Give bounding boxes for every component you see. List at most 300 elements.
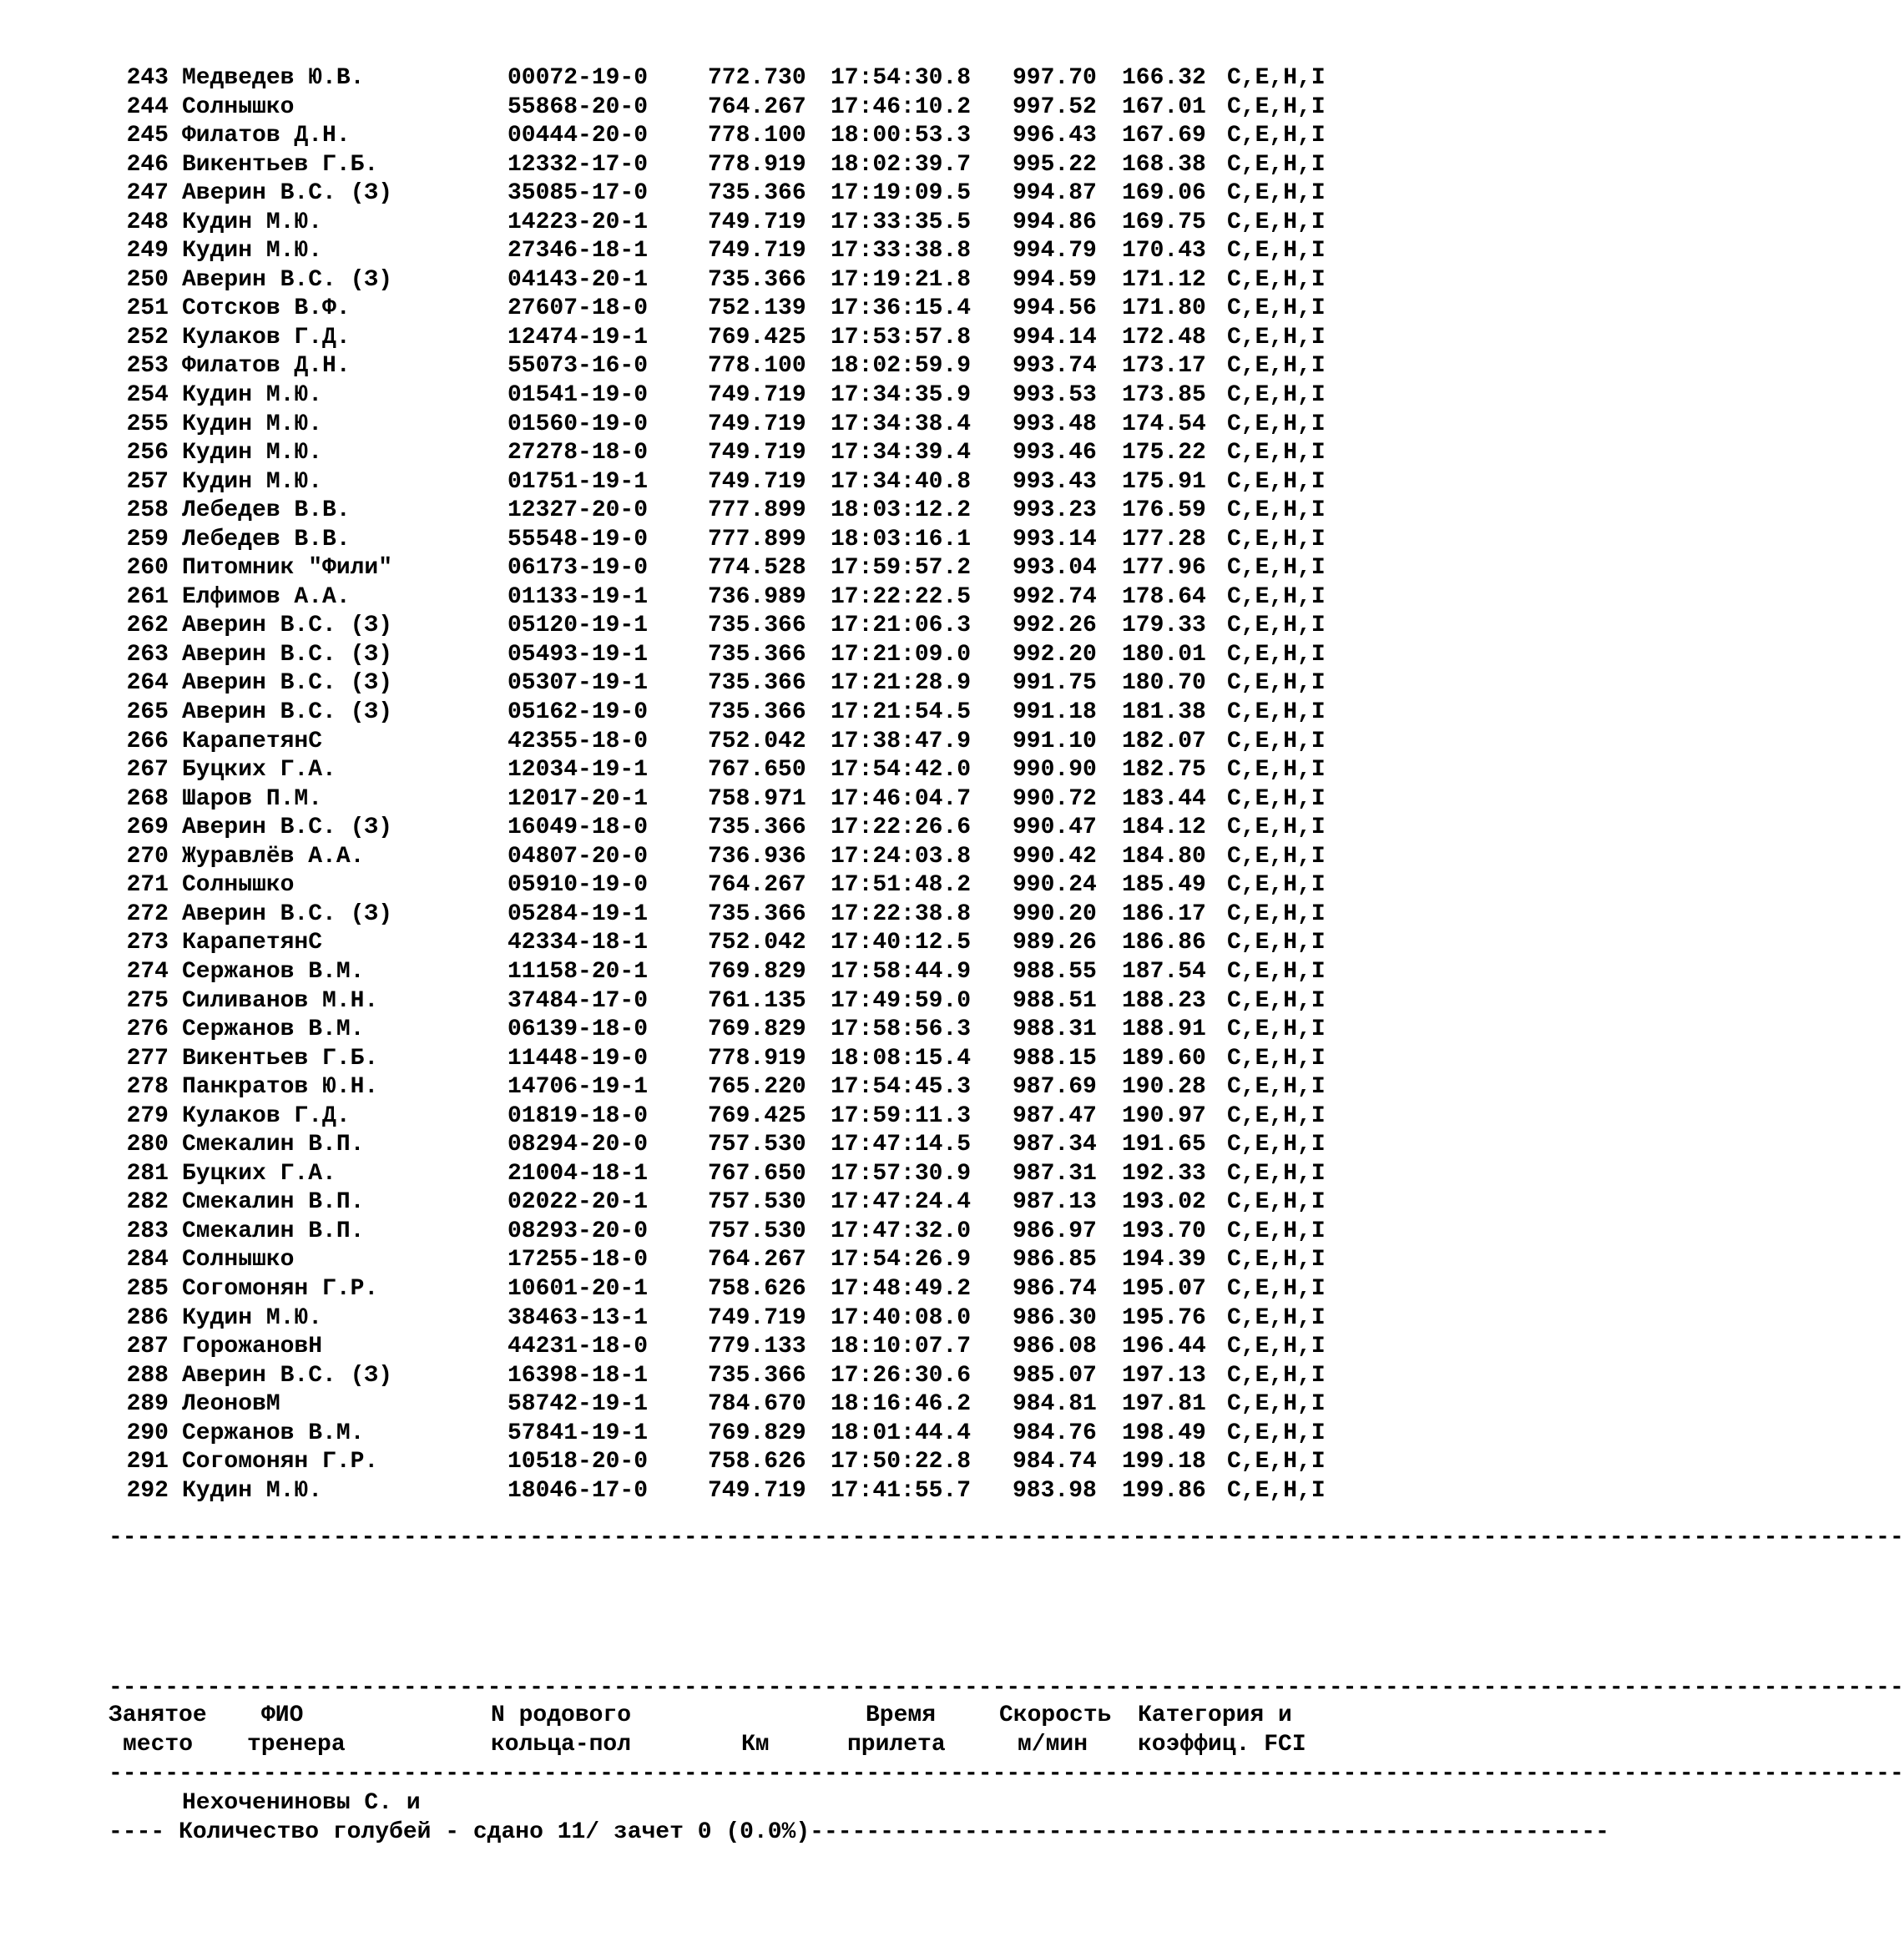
- cell-name: Викентьев Г.Б.: [182, 151, 379, 178]
- cell-name: Питомник "Фили": [182, 555, 393, 582]
- cell-km: 749.719: [708, 440, 806, 467]
- cell-coef: 177.96: [1122, 555, 1206, 582]
- header-ring-line1: N родового: [491, 1702, 632, 1728]
- cell-coef: 188.23: [1122, 987, 1206, 1014]
- cell-cat: C,E,H,I: [1227, 526, 1326, 552]
- header-time-line2: прилета: [847, 1732, 946, 1758]
- cell-name: Кудин М.Ю.: [182, 468, 323, 495]
- cell-ring: 10601-20-1: [508, 1275, 649, 1302]
- cell-km: 749.719: [708, 1304, 806, 1331]
- cell-speed: 994.79: [1013, 238, 1097, 265]
- cell-place: 280: [126, 1132, 169, 1158]
- cell-coef: 197.81: [1122, 1391, 1206, 1418]
- cell-coef: 197.13: [1122, 1362, 1206, 1389]
- cell-name: Смекалин В.П.: [182, 1189, 365, 1216]
- cell-coef: 175.91: [1122, 468, 1206, 495]
- cell-cat: C,E,H,I: [1227, 1275, 1326, 1302]
- cell-name: Солнышко: [182, 93, 295, 120]
- cell-coef: 172.48: [1122, 324, 1206, 351]
- cell-cat: C,E,H,I: [1227, 382, 1326, 409]
- cell-cat: C,E,H,I: [1227, 1247, 1326, 1274]
- cell-speed: 991.75: [1013, 670, 1097, 697]
- cell-time: 17:21:09.0: [831, 641, 972, 668]
- cell-time: 17:47:24.4: [831, 1189, 972, 1216]
- cell-speed: 983.98: [1013, 1477, 1097, 1504]
- cell-place: 263: [126, 641, 169, 668]
- cell-ring: 12474-19-1: [508, 324, 649, 351]
- cell-speed: 987.34: [1013, 1132, 1097, 1158]
- cell-name: Аверин В.С. (З): [182, 815, 393, 841]
- cell-ring: 14706-19-1: [508, 1074, 649, 1101]
- cell-cat: C,E,H,I: [1227, 353, 1326, 380]
- cell-place: 281: [126, 1160, 169, 1187]
- cell-cat: C,E,H,I: [1227, 930, 1326, 956]
- cell-name: КарапетянС: [182, 930, 323, 956]
- cell-ring: 00444-20-0: [508, 123, 649, 149]
- cell-ring: 27278-18-0: [508, 440, 649, 467]
- cell-place: 251: [126, 295, 169, 322]
- cell-km: 749.719: [708, 382, 806, 409]
- cell-speed: 986.74: [1013, 1275, 1097, 1302]
- cell-cat: C,E,H,I: [1227, 583, 1326, 610]
- cell-place: 266: [126, 728, 169, 754]
- cell-ring: 05120-19-1: [508, 613, 649, 639]
- cell-time: 17:33:38.8: [831, 238, 972, 265]
- cell-coef: 169.06: [1122, 180, 1206, 207]
- cell-place: 257: [126, 468, 169, 495]
- cell-time: 17:54:45.3: [831, 1074, 972, 1101]
- cell-km: 769.425: [708, 1102, 806, 1129]
- cell-time: 17:54:26.9: [831, 1247, 972, 1274]
- cell-cat: C,E,H,I: [1227, 65, 1326, 91]
- cell-coef: 196.44: [1122, 1334, 1206, 1360]
- cell-ring: 27346-18-1: [508, 238, 649, 265]
- cell-km: 757.530: [708, 1218, 806, 1244]
- cell-name: ЛеоновМ: [182, 1391, 280, 1418]
- cell-name: Солнышко: [182, 1247, 295, 1274]
- cell-km: 765.220: [708, 1074, 806, 1101]
- cell-cat: C,E,H,I: [1227, 151, 1326, 178]
- cell-km: 784.670: [708, 1391, 806, 1418]
- cell-name: Кудин М.Ю.: [182, 440, 323, 467]
- cell-place: 265: [126, 699, 169, 726]
- cell-cat: C,E,H,I: [1227, 1218, 1326, 1244]
- header-name-line2: тренера: [247, 1732, 346, 1758]
- cell-speed: 987.47: [1013, 1102, 1097, 1129]
- cell-place: 275: [126, 987, 169, 1014]
- cell-time: 17:54:42.0: [831, 757, 972, 784]
- cell-ring: 04807-20-0: [508, 843, 649, 870]
- cell-km: 758.626: [708, 1275, 806, 1302]
- cell-km: 779.133: [708, 1334, 806, 1360]
- cell-time: 17:49:59.0: [831, 987, 972, 1014]
- cell-time: 18:03:16.1: [831, 526, 972, 552]
- cell-km: 767.650: [708, 1160, 806, 1187]
- cell-cat: C,E,H,I: [1227, 209, 1326, 235]
- cell-ring: 42334-18-1: [508, 930, 649, 956]
- cell-speed: 990.90: [1013, 757, 1097, 784]
- cell-coef: 176.59: [1122, 497, 1206, 524]
- cell-ring: 21004-18-1: [508, 1160, 649, 1187]
- cell-time: 17:41:55.7: [831, 1477, 972, 1504]
- cell-speed: 994.14: [1013, 324, 1097, 351]
- cell-cat: C,E,H,I: [1227, 1362, 1326, 1389]
- cell-coef: 175.22: [1122, 440, 1206, 467]
- cell-place: 260: [126, 555, 169, 582]
- cell-speed: 992.26: [1013, 613, 1097, 639]
- cell-time: 17:58:56.3: [831, 1016, 972, 1043]
- cell-time: 17:57:30.9: [831, 1160, 972, 1187]
- cell-speed: 992.74: [1013, 583, 1097, 610]
- cell-name: Кулаков Г.Д.: [182, 324, 351, 351]
- cell-cat: C,E,H,I: [1227, 295, 1326, 322]
- cell-speed: 993.48: [1013, 411, 1097, 437]
- cell-km: 735.366: [708, 613, 806, 639]
- cell-speed: 993.74: [1013, 353, 1097, 380]
- cell-cat: C,E,H,I: [1227, 468, 1326, 495]
- cell-ring: 12327-20-0: [508, 497, 649, 524]
- cell-speed: 990.47: [1013, 815, 1097, 841]
- cell-name: Аверин В.С. (З): [182, 613, 393, 639]
- cell-cat: C,E,H,I: [1227, 1334, 1326, 1360]
- cell-name: Шаров П.М.: [182, 785, 323, 812]
- cell-km: 778.100: [708, 353, 806, 380]
- cell-time: 17:46:10.2: [831, 93, 972, 120]
- team-summary-line: ---- Количество голубей - сдано 11/ зачет 0 (0.0%)---------------------------------------------------------: [109, 1819, 1609, 1845]
- cell-cat: C,E,H,I: [1227, 958, 1326, 985]
- cell-km: 735.366: [708, 1362, 806, 1389]
- cell-name: Буцких Г.А.: [182, 757, 336, 784]
- cell-cat: C,E,H,I: [1227, 1132, 1326, 1158]
- cell-ring: 01133-19-1: [508, 583, 649, 610]
- cell-speed: 993.46: [1013, 440, 1097, 467]
- cell-cat: C,E,H,I: [1227, 728, 1326, 754]
- cell-time: 18:02:39.7: [831, 151, 972, 178]
- cell-speed: 990.42: [1013, 843, 1097, 870]
- cell-place: 252: [126, 324, 169, 351]
- cell-name: Кудин М.Ю.: [182, 1477, 323, 1504]
- cell-ring: 08293-20-0: [508, 1218, 649, 1244]
- cell-coef: 185.49: [1122, 872, 1206, 899]
- cell-ring: 16398-18-1: [508, 1362, 649, 1389]
- cell-cat: C,E,H,I: [1227, 555, 1326, 582]
- cell-coef: 182.75: [1122, 757, 1206, 784]
- cell-place: 277: [126, 1045, 169, 1072]
- cell-speed: 993.43: [1013, 468, 1097, 495]
- cell-place: 245: [126, 123, 169, 149]
- cell-cat: C,E,H,I: [1227, 641, 1326, 668]
- cell-coef: 169.75: [1122, 209, 1206, 235]
- cell-speed: 985.07: [1013, 1362, 1097, 1389]
- cell-place: 254: [126, 382, 169, 409]
- cell-coef: 199.18: [1122, 1449, 1206, 1475]
- cell-ring: 01560-19-0: [508, 411, 649, 437]
- cell-speed: 990.24: [1013, 872, 1097, 899]
- cell-name: Сержанов В.М.: [182, 1016, 365, 1043]
- cell-speed: 992.20: [1013, 641, 1097, 668]
- cell-ring: 12332-17-0: [508, 151, 649, 178]
- cell-name: Кудин М.Ю.: [182, 382, 323, 409]
- cell-coef: 173.17: [1122, 353, 1206, 380]
- cell-speed: 990.20: [1013, 900, 1097, 927]
- cell-place: 249: [126, 238, 169, 265]
- cell-ring: 01541-19-0: [508, 382, 649, 409]
- cell-ring: 44231-18-0: [508, 1334, 649, 1360]
- cell-km: 778.919: [708, 1045, 806, 1072]
- cell-cat: C,E,H,I: [1227, 699, 1326, 726]
- cell-place: 268: [126, 785, 169, 812]
- cell-coef: 180.01: [1122, 641, 1206, 668]
- cell-name: Елфимов А.А.: [182, 583, 351, 610]
- cell-km: 752.042: [708, 930, 806, 956]
- cell-km: 769.829: [708, 1420, 806, 1446]
- cell-km: 749.719: [708, 209, 806, 235]
- cell-speed: 987.31: [1013, 1160, 1097, 1187]
- cell-name: Сержанов В.М.: [182, 958, 365, 985]
- cell-ring: 16049-18-0: [508, 815, 649, 841]
- cell-speed: 994.86: [1013, 209, 1097, 235]
- cell-cat: C,E,H,I: [1227, 757, 1326, 784]
- cell-place: 286: [126, 1304, 169, 1331]
- table-bottom-rule: --------------------------------------------------------------------------------------------------------------------------------: [109, 1525, 1904, 1551]
- cell-coef: 174.54: [1122, 411, 1206, 437]
- cell-speed: 996.43: [1013, 123, 1097, 149]
- cell-cat: C,E,H,I: [1227, 1102, 1326, 1129]
- cell-ring: 18046-17-0: [508, 1477, 649, 1504]
- cell-speed: 995.22: [1013, 151, 1097, 178]
- cell-km: 778.100: [708, 123, 806, 149]
- cell-km: 774.528: [708, 555, 806, 582]
- header-name-line1: ФИО: [261, 1702, 304, 1728]
- cell-cat: C,E,H,I: [1227, 1391, 1326, 1418]
- header-speed-line2: м/мин: [1018, 1732, 1088, 1758]
- cell-coef: 195.07: [1122, 1275, 1206, 1302]
- cell-km: 735.366: [708, 670, 806, 697]
- cell-cat: C,E,H,I: [1227, 872, 1326, 899]
- cell-name: Аверин В.С. (З): [182, 699, 393, 726]
- header-bottom-rule: --------------------------------------------------------------------------------------------------------------------------------: [109, 1761, 1904, 1787]
- cell-ring: 17255-18-0: [508, 1247, 649, 1274]
- next-team-name: Нехочениновы С. и: [182, 1790, 421, 1816]
- cell-coef: 173.85: [1122, 382, 1206, 409]
- cell-name: Смекалин В.П.: [182, 1132, 365, 1158]
- cell-place: 258: [126, 497, 169, 524]
- cell-place: 283: [126, 1218, 169, 1244]
- cell-time: 17:33:35.5: [831, 209, 972, 235]
- cell-name: Медведев Ю.В.: [182, 65, 365, 91]
- cell-km: 749.719: [708, 411, 806, 437]
- cell-coef: 194.39: [1122, 1247, 1206, 1274]
- cell-time: 17:21:06.3: [831, 613, 972, 639]
- cell-time: 17:58:44.9: [831, 958, 972, 985]
- cell-cat: C,E,H,I: [1227, 843, 1326, 870]
- cell-coef: 171.80: [1122, 295, 1206, 322]
- cell-coef: 190.97: [1122, 1102, 1206, 1129]
- cell-speed: 986.97: [1013, 1218, 1097, 1244]
- cell-ring: 42355-18-0: [508, 728, 649, 754]
- cell-time: 17:34:40.8: [831, 468, 972, 495]
- cell-cat: C,E,H,I: [1227, 670, 1326, 697]
- cell-place: 279: [126, 1102, 169, 1129]
- cell-time: 17:34:35.9: [831, 382, 972, 409]
- cell-cat: C,E,H,I: [1227, 1477, 1326, 1504]
- cell-coef: 168.38: [1122, 151, 1206, 178]
- cell-ring: 12034-19-1: [508, 757, 649, 784]
- cell-place: 284: [126, 1247, 169, 1274]
- cell-name: Сержанов В.М.: [182, 1420, 365, 1446]
- cell-name: Кудин М.Ю.: [182, 238, 323, 265]
- cell-ring: 08294-20-0: [508, 1132, 649, 1158]
- header-km: Км: [741, 1732, 770, 1758]
- cell-place: 259: [126, 526, 169, 552]
- cell-ring: 06139-18-0: [508, 1016, 649, 1043]
- cell-name: Викентьев Г.Б.: [182, 1045, 379, 1072]
- cell-cat: C,E,H,I: [1227, 900, 1326, 927]
- cell-cat: C,E,H,I: [1227, 613, 1326, 639]
- cell-name: Журавлёв А.А.: [182, 843, 365, 870]
- cell-name: Буцких Г.А.: [182, 1160, 336, 1187]
- cell-coef: 193.70: [1122, 1218, 1206, 1244]
- cell-coef: 182.07: [1122, 728, 1206, 754]
- cell-coef: 198.49: [1122, 1420, 1206, 1446]
- cell-place: 276: [126, 1016, 169, 1043]
- cell-coef: 184.12: [1122, 815, 1206, 841]
- cell-km: 778.919: [708, 151, 806, 178]
- cell-time: 17:22:26.6: [831, 815, 972, 841]
- cell-time: 17:22:38.8: [831, 900, 972, 927]
- cell-place: 272: [126, 900, 169, 927]
- cell-speed: 986.08: [1013, 1334, 1097, 1360]
- cell-speed: 984.74: [1013, 1449, 1097, 1475]
- cell-time: 18:01:44.4: [831, 1420, 972, 1446]
- cell-ring: 06173-19-0: [508, 555, 649, 582]
- header-category-line1: Категория и: [1138, 1702, 1292, 1728]
- cell-place: 267: [126, 757, 169, 784]
- cell-speed: 989.26: [1013, 930, 1097, 956]
- cell-ring: 05493-19-1: [508, 641, 649, 668]
- cell-time: 18:08:15.4: [831, 1045, 972, 1072]
- cell-km: 735.366: [708, 900, 806, 927]
- cell-coef: 183.44: [1122, 785, 1206, 812]
- cell-coef: 186.86: [1122, 930, 1206, 956]
- cell-time: 17:47:14.5: [831, 1132, 972, 1158]
- cell-coef: 199.86: [1122, 1477, 1206, 1504]
- cell-ring: 58742-19-1: [508, 1391, 649, 1418]
- cell-cat: C,E,H,I: [1227, 1420, 1326, 1446]
- cell-name: Аверин В.С. (З): [182, 641, 393, 668]
- cell-km: 764.267: [708, 1247, 806, 1274]
- cell-time: 17:36:15.4: [831, 295, 972, 322]
- cell-speed: 988.55: [1013, 958, 1097, 985]
- cell-ring: 27607-18-0: [508, 295, 649, 322]
- cell-time: 18:03:12.2: [831, 497, 972, 524]
- cell-coef: 171.12: [1122, 266, 1206, 293]
- cell-cat: C,E,H,I: [1227, 180, 1326, 207]
- cell-speed: 987.69: [1013, 1074, 1097, 1101]
- cell-name: Кулаков Г.Д.: [182, 1102, 351, 1129]
- cell-time: 17:40:12.5: [831, 930, 972, 956]
- cell-ring: 12017-20-1: [508, 785, 649, 812]
- cell-ring: 11448-19-0: [508, 1045, 649, 1072]
- cell-coef: 195.76: [1122, 1304, 1206, 1331]
- cell-km: 761.135: [708, 987, 806, 1014]
- header-place-line2: место: [123, 1732, 194, 1758]
- cell-name: Смекалин В.П.: [182, 1218, 365, 1244]
- cell-time: 18:02:59.9: [831, 353, 972, 380]
- cell-name: Филатов Д.Н.: [182, 123, 351, 149]
- cell-speed: 984.76: [1013, 1420, 1097, 1446]
- cell-km: 736.936: [708, 843, 806, 870]
- cell-place: 244: [126, 93, 169, 120]
- cell-speed: 991.18: [1013, 699, 1097, 726]
- cell-coef: 167.69: [1122, 123, 1206, 149]
- cell-ring: 01751-19-1: [508, 468, 649, 495]
- cell-time: 17:19:21.8: [831, 266, 972, 293]
- cell-km: 769.425: [708, 324, 806, 351]
- cell-coef: 184.80: [1122, 843, 1206, 870]
- header-ring-line2: кольца-пол: [491, 1732, 632, 1758]
- cell-time: 17:53:57.8: [831, 324, 972, 351]
- cell-coef: 170.43: [1122, 238, 1206, 265]
- cell-km: 777.899: [708, 526, 806, 552]
- cell-km: 772.730: [708, 65, 806, 91]
- cell-km: 777.899: [708, 497, 806, 524]
- cell-time: 17:34:38.4: [831, 411, 972, 437]
- cell-speed: 993.04: [1013, 555, 1097, 582]
- cell-ring: 55548-19-0: [508, 526, 649, 552]
- cell-ring: 05162-19-0: [508, 699, 649, 726]
- cell-place: 248: [126, 209, 169, 235]
- cell-time: 17:22:22.5: [831, 583, 972, 610]
- cell-km: 769.829: [708, 1016, 806, 1043]
- cell-km: 749.719: [708, 238, 806, 265]
- cell-name: Кудин М.Ю.: [182, 209, 323, 235]
- cell-ring: 04143-20-1: [508, 266, 649, 293]
- cell-coef: 180.70: [1122, 670, 1206, 697]
- cell-time: 18:16:46.2: [831, 1391, 972, 1418]
- cell-speed: 984.81: [1013, 1391, 1097, 1418]
- cell-coef: 179.33: [1122, 613, 1206, 639]
- cell-km: 735.366: [708, 641, 806, 668]
- cell-time: 17:48:49.2: [831, 1275, 972, 1302]
- cell-km: 767.650: [708, 757, 806, 784]
- cell-ring: 38463-13-1: [508, 1304, 649, 1331]
- cell-ring: 05910-19-0: [508, 872, 649, 899]
- cell-name: Аверин В.С. (З): [182, 670, 393, 697]
- cell-ring: 14223-20-1: [508, 209, 649, 235]
- cell-speed: 988.15: [1013, 1045, 1097, 1072]
- header-speed-line1: Скорость: [999, 1702, 1112, 1728]
- cell-ring: 35085-17-0: [508, 180, 649, 207]
- header-category-line2: коэффиц. FCI: [1138, 1732, 1306, 1758]
- cell-time: 17:46:04.7: [831, 785, 972, 812]
- cell-speed: 987.13: [1013, 1189, 1097, 1216]
- cell-km: 736.989: [708, 583, 806, 610]
- cell-km: 735.366: [708, 815, 806, 841]
- cell-place: 273: [126, 930, 169, 956]
- cell-km: 757.530: [708, 1132, 806, 1158]
- cell-place: 256: [126, 440, 169, 467]
- cell-speed: 988.51: [1013, 987, 1097, 1014]
- cell-ring: 11158-20-1: [508, 958, 649, 985]
- cell-place: 253: [126, 353, 169, 380]
- cell-km: 769.829: [708, 958, 806, 985]
- cell-time: 17:47:32.0: [831, 1218, 972, 1244]
- cell-coef: 167.01: [1122, 93, 1206, 120]
- cell-time: 17:59:57.2: [831, 555, 972, 582]
- cell-coef: 188.91: [1122, 1016, 1206, 1043]
- cell-name: Аверин В.С. (З): [182, 266, 393, 293]
